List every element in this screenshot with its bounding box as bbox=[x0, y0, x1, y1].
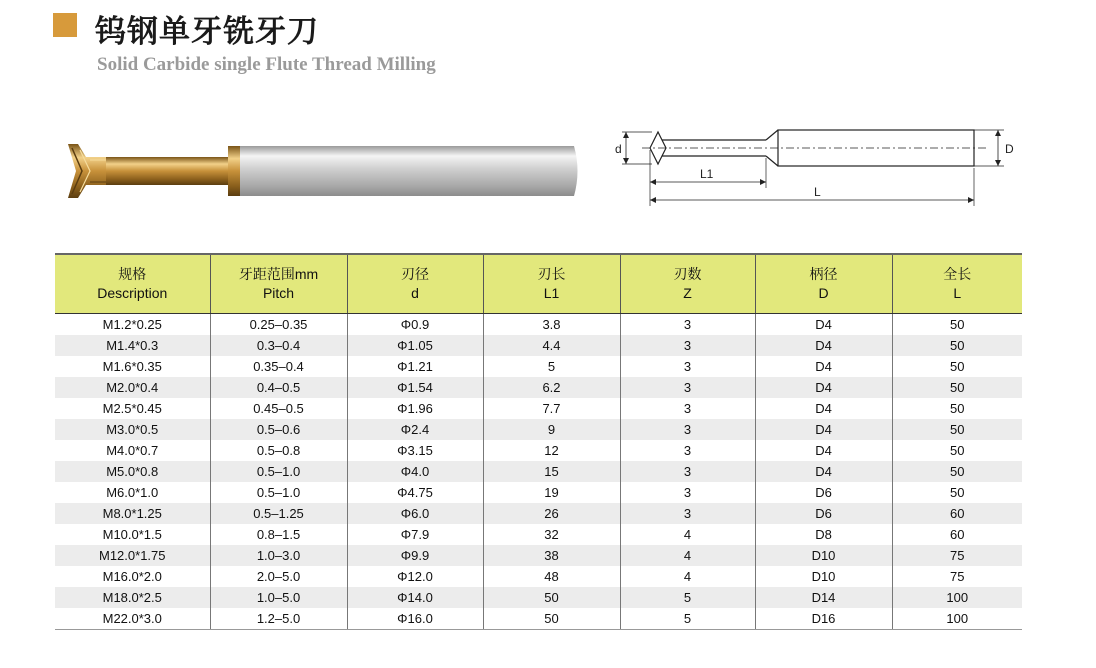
cell-shank-diameter: D4 bbox=[755, 335, 892, 356]
header-cutting-diameter: 刃径 d bbox=[347, 254, 483, 314]
cell-flutes: 3 bbox=[620, 335, 755, 356]
table-row bbox=[55, 524, 1022, 545]
cell-description: M2.0*0.4 bbox=[55, 377, 210, 398]
cell-description: M1.6*0.35 bbox=[55, 356, 210, 377]
table-row bbox=[55, 587, 1022, 608]
cell-cutting-diameter: Φ6.0 bbox=[347, 503, 483, 524]
cell-cutting-length: 15 bbox=[483, 461, 620, 482]
table-row bbox=[55, 440, 1022, 461]
cell-overall-length: 50 bbox=[892, 398, 1022, 419]
cell-cutting-length: 48 bbox=[483, 566, 620, 587]
cell-pitch: 0.45–0.5 bbox=[210, 398, 347, 419]
cell-cutting-diameter: Φ1.05 bbox=[347, 335, 483, 356]
cell-flutes: 4 bbox=[620, 566, 755, 587]
header-description: 规格 Description bbox=[55, 254, 210, 314]
cell-cutting-diameter: Φ1.96 bbox=[347, 398, 483, 419]
cell-pitch: 0.35–0.4 bbox=[210, 356, 347, 377]
cell-cutting-length: 19 bbox=[483, 482, 620, 503]
cell-pitch: 0.5–0.6 bbox=[210, 419, 347, 440]
cell-flutes: 3 bbox=[620, 356, 755, 377]
cell-flutes: 3 bbox=[620, 398, 755, 419]
cell-cutting-diameter: Φ0.9 bbox=[347, 314, 483, 336]
cell-pitch: 0.3–0.4 bbox=[210, 335, 347, 356]
cell-cutting-length: 9 bbox=[483, 419, 620, 440]
cell-cutting-length: 3.8 bbox=[483, 314, 620, 336]
cell-cutting-length: 4.4 bbox=[483, 335, 620, 356]
cell-description: M12.0*1.75 bbox=[55, 545, 210, 566]
cell-cutting-diameter: Φ14.0 bbox=[347, 587, 483, 608]
cell-description: M22.0*3.0 bbox=[55, 608, 210, 630]
cell-overall-length: 50 bbox=[892, 461, 1022, 482]
cell-pitch: 0.5–0.8 bbox=[210, 440, 347, 461]
cell-shank-diameter: D10 bbox=[755, 545, 892, 566]
spec-table bbox=[55, 253, 1022, 630]
cell-shank-diameter: D4 bbox=[755, 356, 892, 377]
cell-pitch: 2.0–5.0 bbox=[210, 566, 347, 587]
cell-shank-diameter: D4 bbox=[755, 419, 892, 440]
cell-overall-length: 100 bbox=[892, 587, 1022, 608]
cell-overall-length: 60 bbox=[892, 524, 1022, 545]
cell-cutting-diameter: Φ12.0 bbox=[347, 566, 483, 587]
cell-shank-diameter: D4 bbox=[755, 440, 892, 461]
page-title: 钨钢单牙铣牙刀 bbox=[95, 14, 319, 50]
dim-label-D: D bbox=[1005, 142, 1014, 156]
cell-overall-length: 75 bbox=[892, 545, 1022, 566]
table-row bbox=[55, 608, 1022, 630]
cell-overall-length: 50 bbox=[892, 377, 1022, 398]
cell-overall-length: 50 bbox=[892, 335, 1022, 356]
cell-shank-diameter: D4 bbox=[755, 377, 892, 398]
cell-shank-diameter: D6 bbox=[755, 482, 892, 503]
cell-cutting-diameter: Φ4.75 bbox=[347, 482, 483, 503]
technical-drawing bbox=[612, 118, 1022, 210]
header-overall-length: 全长 L bbox=[892, 254, 1022, 314]
cell-cutting-diameter: Φ4.0 bbox=[347, 461, 483, 482]
cell-flutes: 3 bbox=[620, 482, 755, 503]
dim-label-L: L bbox=[814, 185, 821, 199]
cell-shank-diameter: D4 bbox=[755, 398, 892, 419]
cell-shank-diameter: D4 bbox=[755, 461, 892, 482]
cell-pitch: 0.8–1.5 bbox=[210, 524, 347, 545]
cell-overall-length: 50 bbox=[892, 356, 1022, 377]
cell-flutes: 3 bbox=[620, 503, 755, 524]
cell-flutes: 4 bbox=[620, 545, 755, 566]
thread-mill-photo bbox=[66, 140, 586, 202]
cell-pitch: 0.25–0.35 bbox=[210, 314, 347, 336]
cell-cutting-length: 50 bbox=[483, 608, 620, 630]
cell-description: M2.5*0.45 bbox=[55, 398, 210, 419]
table-row bbox=[55, 503, 1022, 524]
cell-cutting-length: 26 bbox=[483, 503, 620, 524]
table-row bbox=[55, 566, 1022, 587]
cell-overall-length: 50 bbox=[892, 314, 1022, 336]
cell-flutes: 3 bbox=[620, 461, 755, 482]
cell-cutting-length: 32 bbox=[483, 524, 620, 545]
cell-flutes: 5 bbox=[620, 608, 755, 630]
cell-overall-length: 75 bbox=[892, 566, 1022, 587]
cell-pitch: 1.2–5.0 bbox=[210, 608, 347, 630]
cell-description: M1.4*0.3 bbox=[55, 335, 210, 356]
cell-pitch: 0.4–0.5 bbox=[210, 377, 347, 398]
cell-shank-diameter: D16 bbox=[755, 608, 892, 630]
header-cutting-length: 刃长 L1 bbox=[483, 254, 620, 314]
table-row bbox=[55, 461, 1022, 482]
cell-cutting-diameter: Φ1.21 bbox=[347, 356, 483, 377]
cell-cutting-length: 6.2 bbox=[483, 377, 620, 398]
cell-description: M16.0*2.0 bbox=[55, 566, 210, 587]
cell-cutting-diameter: Φ1.54 bbox=[347, 377, 483, 398]
table-body bbox=[55, 314, 1022, 630]
cell-shank-diameter: D6 bbox=[755, 503, 892, 524]
cell-overall-length: 50 bbox=[892, 419, 1022, 440]
cell-cutting-diameter: Φ16.0 bbox=[347, 608, 483, 630]
cell-cutting-length: 7.7 bbox=[483, 398, 620, 419]
table-row bbox=[55, 398, 1022, 419]
cell-pitch: 1.0–3.0 bbox=[210, 545, 347, 566]
cell-description: M4.0*0.7 bbox=[55, 440, 210, 461]
cell-description: M1.2*0.25 bbox=[55, 314, 210, 336]
cell-overall-length: 50 bbox=[892, 482, 1022, 503]
cell-cutting-diameter: Φ7.9 bbox=[347, 524, 483, 545]
table-row bbox=[55, 314, 1022, 336]
table-row bbox=[55, 482, 1022, 503]
cell-flutes: 3 bbox=[620, 314, 755, 336]
cell-pitch: 1.0–5.0 bbox=[210, 587, 347, 608]
cell-cutting-diameter: Φ3.15 bbox=[347, 440, 483, 461]
cell-cutting-length: 50 bbox=[483, 587, 620, 608]
title-accent-square bbox=[53, 13, 77, 37]
cell-cutting-length: 38 bbox=[483, 545, 620, 566]
cell-flutes: 3 bbox=[620, 440, 755, 461]
cell-pitch: 0.5–1.0 bbox=[210, 461, 347, 482]
dim-label-L1: L1 bbox=[700, 167, 714, 181]
cell-cutting-length: 5 bbox=[483, 356, 620, 377]
cell-flutes: 4 bbox=[620, 524, 755, 545]
cell-pitch: 0.5–1.0 bbox=[210, 482, 347, 503]
cell-overall-length: 100 bbox=[892, 608, 1022, 630]
cell-cutting-diameter: Φ9.9 bbox=[347, 545, 483, 566]
cell-shank-diameter: D14 bbox=[755, 587, 892, 608]
cell-description: M10.0*1.5 bbox=[55, 524, 210, 545]
table-row bbox=[55, 545, 1022, 566]
cell-cutting-length: 12 bbox=[483, 440, 620, 461]
table-row bbox=[55, 419, 1022, 440]
cell-shank-diameter: D10 bbox=[755, 566, 892, 587]
cell-description: M5.0*0.8 bbox=[55, 461, 210, 482]
header-pitch: 牙距范围mm Pitch bbox=[210, 254, 347, 314]
cell-pitch: 0.5–1.25 bbox=[210, 503, 347, 524]
table-row bbox=[55, 356, 1022, 377]
cell-flutes: 5 bbox=[620, 587, 755, 608]
cell-cutting-diameter: Φ2.4 bbox=[347, 419, 483, 440]
table-header-row bbox=[55, 254, 1022, 314]
cell-description: M3.0*0.5 bbox=[55, 419, 210, 440]
cell-flutes: 3 bbox=[620, 419, 755, 440]
table-row bbox=[55, 377, 1022, 398]
cell-overall-length: 50 bbox=[892, 440, 1022, 461]
cell-overall-length: 60 bbox=[892, 503, 1022, 524]
cell-shank-diameter: D4 bbox=[755, 314, 892, 336]
cell-flutes: 3 bbox=[620, 377, 755, 398]
table-row bbox=[55, 335, 1022, 356]
header-flutes: 刃数 Z bbox=[620, 254, 755, 314]
dim-label-d: d bbox=[615, 142, 622, 156]
cell-shank-diameter: D8 bbox=[755, 524, 892, 545]
page-subtitle: Solid Carbide single Flute Thread Milling bbox=[97, 54, 436, 75]
header-shank-diameter: 柄径 D bbox=[755, 254, 892, 314]
cell-description: M8.0*1.25 bbox=[55, 503, 210, 524]
cell-description: M6.0*1.0 bbox=[55, 482, 210, 503]
cell-description: M18.0*2.5 bbox=[55, 587, 210, 608]
